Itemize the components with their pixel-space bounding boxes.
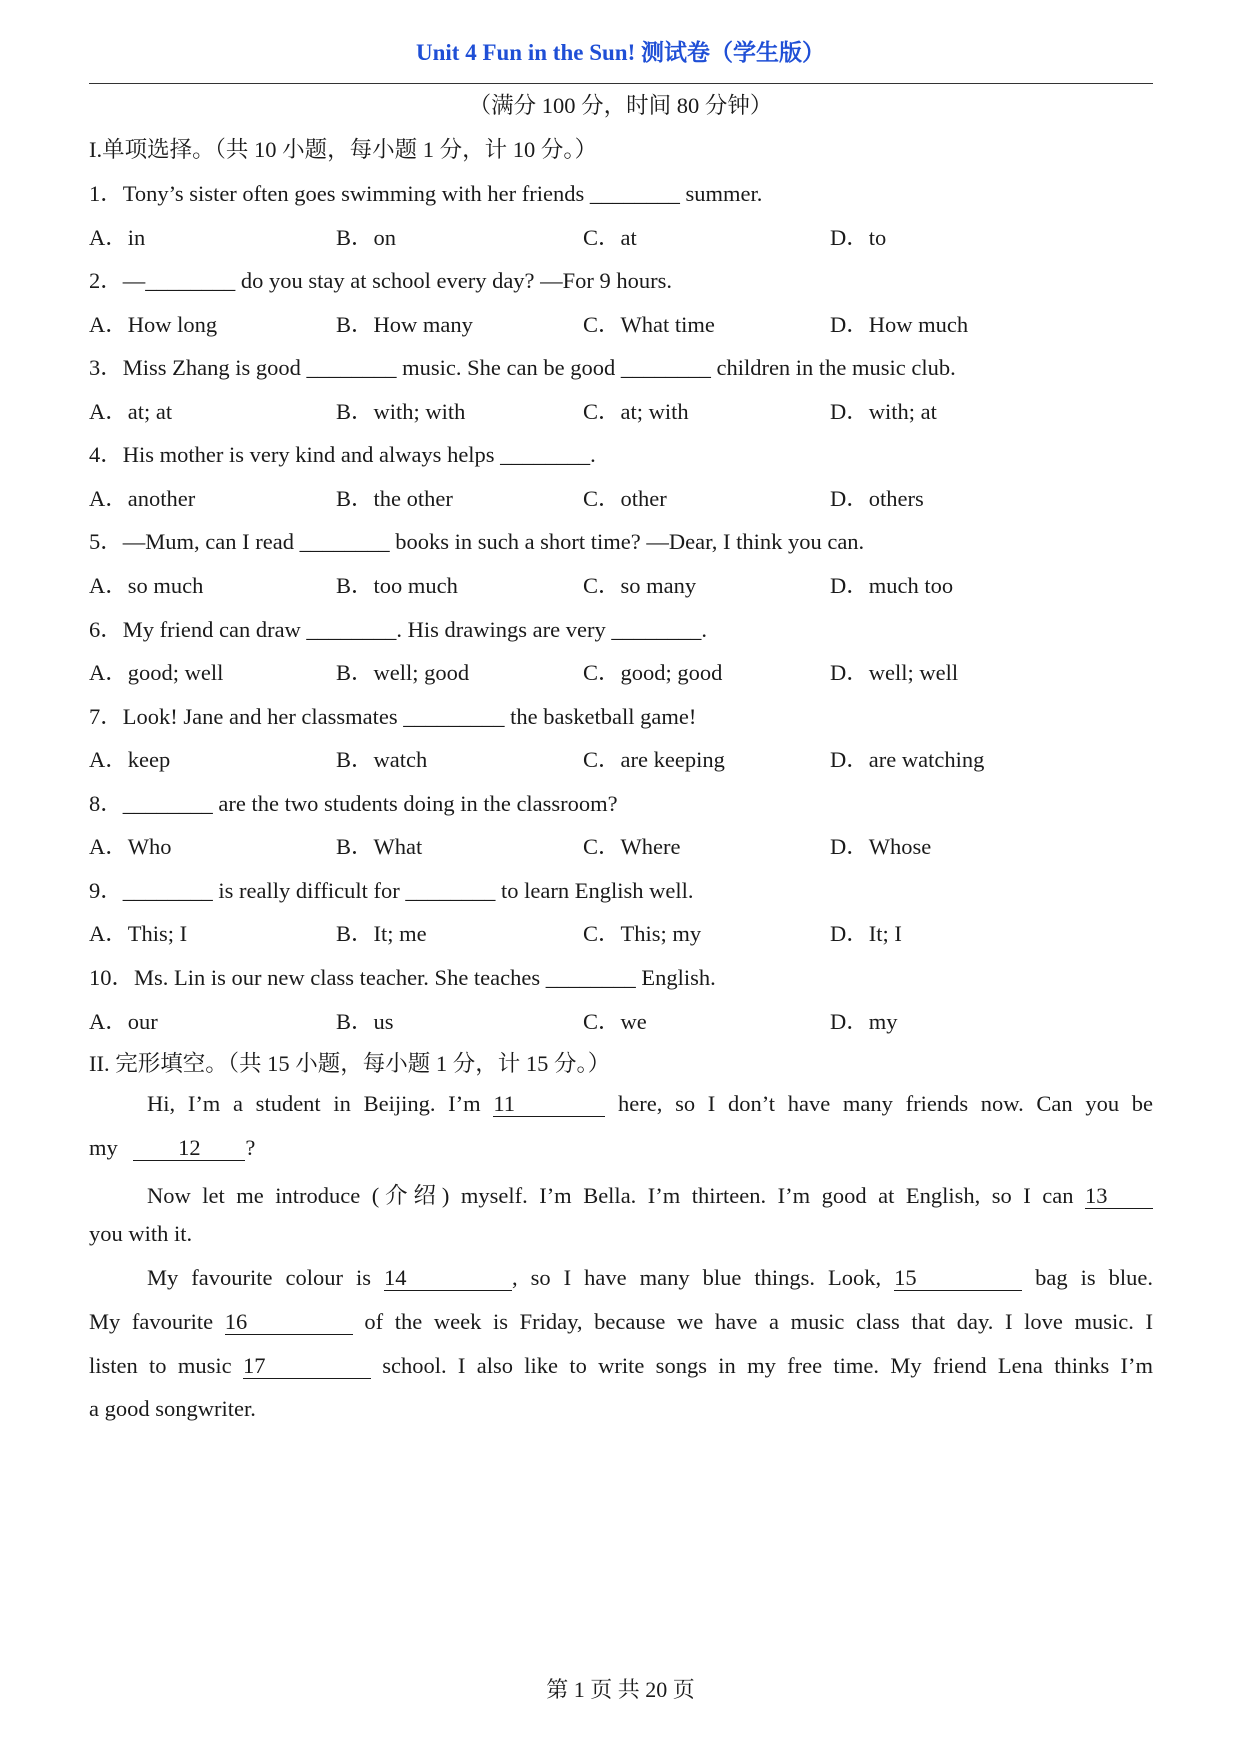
cloze-blank-15: 15: [894, 1266, 1022, 1291]
passage-line: my 12 ?: [89, 1135, 256, 1160]
answer-option: B．too much: [336, 573, 458, 598]
answer-option: B．on: [336, 224, 397, 250]
answer-option: D．much too: [830, 573, 954, 598]
question-stem: 9．________ is really difficult for ________ to learn English well.: [89, 877, 694, 903]
question-stem: 4．His mother is very kind and always helps ________.: [89, 442, 596, 468]
answer-option: A．keep: [89, 747, 171, 773]
answer-option: B．us: [336, 1008, 394, 1034]
question-stem: 10．Ms. Lin is our new class teacher. She teaches ________ English.: [89, 964, 716, 990]
question-stem: 8．________ are the two students doing in the classroom?: [89, 790, 618, 816]
question-stem: 3．Miss Zhang is good ________ music. She can be good ________ children in the music club.: [89, 355, 956, 381]
answer-option: B．It; me: [336, 921, 427, 947]
answer-option: C．we: [583, 1008, 647, 1034]
exam-subtitle: （满分 100 分，时间 80 分钟）: [468, 93, 773, 118]
answer-option: C．are keeping: [583, 747, 725, 773]
cloze-blank-12: 12: [133, 1136, 245, 1161]
page-title: Unit 4 Fun in the Sun! 测试卷（学生版）: [416, 40, 825, 65]
answer-option: C．at; with: [583, 398, 689, 424]
question-stem: 1．Tony’s sister often goes swimming with her friends ________ summer.: [89, 181, 763, 206]
question-stem: 2．—________ do you stay at school every day? —For 9 hours.: [89, 268, 673, 294]
answer-option: B．What: [336, 834, 423, 860]
question-stem: 7．Look! Jane and her classmates _________ the basketball game!: [89, 703, 697, 729]
answer-option: A．our: [89, 1008, 158, 1034]
answer-option: B．How many: [336, 311, 473, 337]
passage-line: Now let me introduce (介绍) myself. I’m Bella. I’m thirteen. I’m good at English, so I can 13: [89, 1178, 1153, 1210]
cloze-blank-13: 13: [1085, 1184, 1153, 1209]
answer-option: D．are watching: [830, 747, 985, 773]
answer-option: A．This; I: [89, 921, 188, 947]
passage-line: you with it.: [89, 1221, 193, 1246]
answer-option: D．How much: [830, 311, 969, 337]
answer-option: C．This; my: [583, 921, 702, 947]
answer-option: D．It; I: [830, 921, 902, 947]
answer-option: A．in: [89, 224, 146, 250]
answer-option: C．good; good: [583, 660, 723, 686]
answer-option: B．the other: [336, 485, 453, 511]
answer-option: A．Who: [89, 834, 172, 860]
cloze-blank-17: 17: [243, 1354, 371, 1379]
answer-option: C．at: [583, 224, 637, 250]
answer-option: D．my: [830, 1008, 898, 1034]
answer-option: C．Where: [583, 834, 681, 860]
answer-option: D．well; well: [830, 660, 959, 686]
answer-option: D．others: [830, 485, 924, 511]
answer-option: C．What time: [583, 311, 715, 337]
passage-line: My favourite 16 of the week is Friday, because we have a music class that day. I love music. I: [89, 1309, 1154, 1334]
passage-line: a good songwriter.: [89, 1396, 256, 1421]
answer-option: C．so many: [583, 573, 697, 598]
passage-line: Hi, I’m a student in Beijing. I’m 11 here, so I don’t have many friends now. Can you be: [147, 1091, 1154, 1116]
passage-line: My favourite colour is 14 , so I have many blue things. Look, 15 bag is blue.: [147, 1265, 1154, 1290]
section2-heading: II. 完形填空。（共 15 小题，每小题 1 分，计 15 分。）: [89, 1051, 611, 1076]
header-divider: [89, 83, 1153, 84]
answer-option: B．watch: [336, 747, 428, 773]
answer-option: A．at; at: [89, 398, 173, 424]
answer-option: D．to: [830, 224, 887, 250]
passage-line: listen to music 17 school. I also like to write songs in my free time. My friend Lena thinks I’m: [89, 1353, 1154, 1378]
answer-option: B．with; with: [336, 398, 466, 424]
cloze-blank-11: 11: [493, 1092, 605, 1117]
question-stem: 6．My friend can draw ________. His drawings are very ________.: [89, 616, 707, 642]
page-number: 第 1 页 共 20 页: [546, 1677, 695, 1702]
section1-heading: I.单项选择。（共 10 小题，每小题 1 分，计 10 分。）: [89, 137, 598, 162]
cloze-blank-16: 16: [225, 1310, 353, 1335]
cloze-blank-14: 14: [384, 1266, 512, 1291]
answer-option: A．How long: [89, 311, 218, 337]
answer-option: C．other: [583, 485, 667, 511]
answer-option: A．good; well: [89, 660, 224, 686]
answer-option: B．well; good: [336, 660, 470, 686]
answer-option: A．so much: [89, 573, 204, 598]
question-stem: 5．—Mum, can I read ________ books in such a short time? —Dear, I think you can.: [89, 529, 865, 555]
answer-option: D．with; at: [830, 398, 937, 424]
answer-option: D．Whose: [830, 834, 932, 860]
answer-option: A．another: [89, 485, 196, 511]
